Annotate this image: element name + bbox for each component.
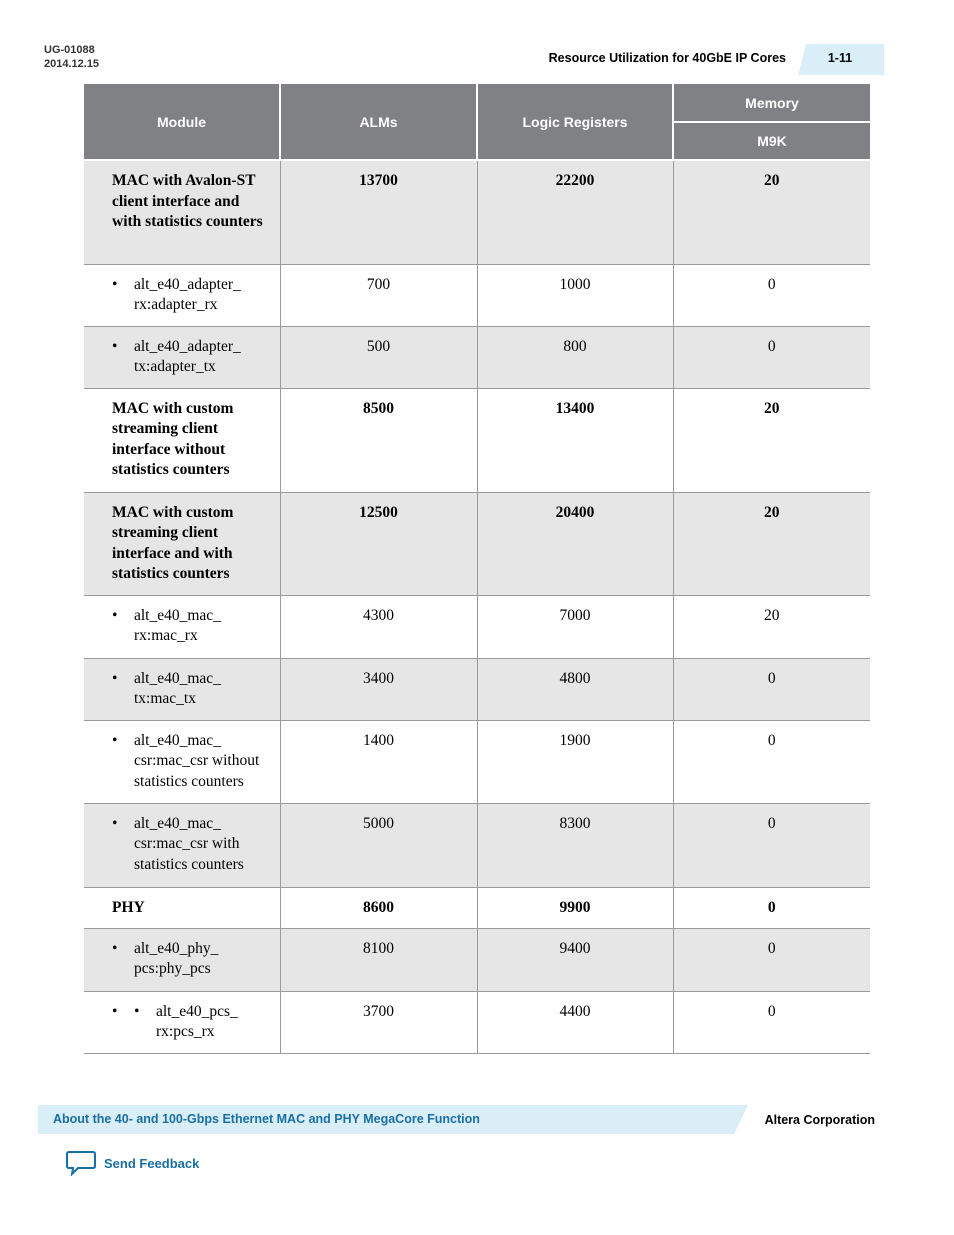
module-cell: [84, 803, 280, 887]
module-cell: MAC with Avalon-ST client interface and with statistics counters: [84, 160, 280, 264]
footer-document-link[interactable]: About the 40- and 100-Gbps Ethernet MAC and PHY MegaCore Function: [53, 1112, 480, 1126]
logic-registers-cell: 13400: [477, 388, 673, 492]
logic-registers-cell: 1900: [477, 720, 673, 803]
module-label: alt_e40_adapter_ rx:adapter_rx: [134, 275, 241, 313]
module-label: alt_e40_mac_ rx:mac_rx: [134, 606, 221, 644]
send-feedback-link[interactable]: [66, 1150, 199, 1176]
footer-company: Altera Corporation: [764, 1113, 875, 1127]
module-cell: PHY: [84, 887, 280, 928]
m9k-cell: 20: [673, 595, 870, 658]
table-row: [84, 492, 870, 595]
document-id: UG-01088: [44, 44, 95, 56]
document-id-block: [44, 43, 99, 71]
alms-cell: 8500: [280, 388, 477, 492]
m9k-cell: 0: [673, 326, 870, 388]
alms-cell: 5000: [280, 803, 477, 887]
col-header-logic-registers: Logic Registers: [477, 84, 673, 160]
section-title: Resource Utilization for 40GbE IP Cores: [548, 51, 786, 65]
bullet: •: [112, 814, 118, 832]
alms-cell: 3700: [280, 991, 477, 1053]
send-feedback-label: Send Feedback: [104, 1155, 200, 1171]
table-row: [84, 720, 870, 803]
logic-registers-cell: 7000: [477, 595, 673, 658]
m9k-cell: 20: [673, 492, 870, 595]
m9k-cell: 0: [673, 887, 870, 928]
feedback-bubble-icon: [66, 1150, 96, 1176]
alms-cell: 8600: [280, 887, 477, 928]
document-date: 2014.12.15: [44, 58, 100, 70]
module-cell: [84, 326, 280, 388]
logic-registers-cell: 4400: [477, 991, 673, 1053]
alms-cell: 4300: [280, 595, 477, 658]
table-row: [84, 887, 870, 928]
logic-registers-cell: 22200: [477, 160, 673, 264]
m9k-cell: 0: [673, 928, 870, 991]
m9k-cell: 0: [673, 658, 870, 720]
m9k-cell: 0: [673, 991, 870, 1053]
table-row: [84, 160, 870, 264]
col-header-memory: Memory: [673, 84, 870, 122]
bullet: •: [112, 1002, 118, 1020]
module-label: alt_e40_mac_ csr:mac_csr without statistics counters: [134, 731, 260, 790]
m9k-cell: 0: [673, 803, 870, 887]
col-header-m9k: M9K: [673, 122, 870, 160]
bullet: •: [112, 939, 118, 957]
logic-registers-cell: 20400: [477, 492, 673, 595]
resource-utilization-table: [84, 84, 870, 1054]
bullet: •: [112, 731, 118, 749]
m9k-cell: 20: [673, 388, 870, 492]
module-cell: [84, 658, 280, 720]
alms-cell: 700: [280, 264, 477, 326]
module-label: alt_e40_pcs_ rx:pcs_rx: [156, 1002, 238, 1040]
logic-registers-cell: 800: [477, 326, 673, 388]
logic-registers-cell: 1000: [477, 264, 673, 326]
col-header-module: Module: [84, 84, 280, 160]
bullet: •: [112, 337, 118, 355]
alms-cell: 12500: [280, 492, 477, 595]
bullet: •: [134, 1002, 140, 1020]
module-label: alt_e40_phy_ pcs:phy_pcs: [134, 939, 219, 977]
table-row: [84, 991, 870, 1053]
table-row: [84, 658, 870, 720]
module-cell: [84, 720, 280, 803]
table-row: [84, 595, 870, 658]
table-row: [84, 928, 870, 991]
module-cell: [84, 595, 280, 658]
bullet: •: [112, 275, 118, 293]
module-cell: [84, 264, 280, 326]
table-row: [84, 264, 870, 326]
alms-cell: 1400: [280, 720, 477, 803]
module-label: alt_e40_adapter_ tx:adapter_tx: [134, 337, 241, 375]
table-row: [84, 326, 870, 388]
table-row: [84, 803, 870, 887]
module-label: alt_e40_mac_ tx:mac_tx: [134, 669, 221, 707]
page-number: 1-11: [827, 51, 853, 65]
m9k-cell: 0: [673, 264, 870, 326]
table-row: [84, 388, 870, 492]
col-header-alms: ALMs: [280, 84, 477, 160]
module-cell: [84, 991, 280, 1053]
alms-cell: 500: [280, 326, 477, 388]
bullet: •: [112, 606, 118, 624]
alms-cell: 8100: [280, 928, 477, 991]
logic-registers-cell: 4800: [477, 658, 673, 720]
alms-cell: 3400: [280, 658, 477, 720]
bullet: •: [112, 669, 118, 687]
logic-registers-cell: 9900: [477, 887, 673, 928]
alms-cell: 13700: [280, 160, 477, 264]
module-cell: MAC with custom streaming client interface and with statistics counters: [84, 492, 280, 595]
m9k-cell: 20: [673, 160, 870, 264]
logic-registers-cell: 8300: [477, 803, 673, 887]
module-label: alt_e40_mac_ csr:mac_csr with statistics counters: [134, 814, 244, 873]
logic-registers-cell: 9400: [477, 928, 673, 991]
module-cell: MAC with custom streaming client interface without statistics counters: [84, 388, 280, 492]
module-cell: [84, 928, 280, 991]
m9k-cell: 0: [673, 720, 870, 803]
